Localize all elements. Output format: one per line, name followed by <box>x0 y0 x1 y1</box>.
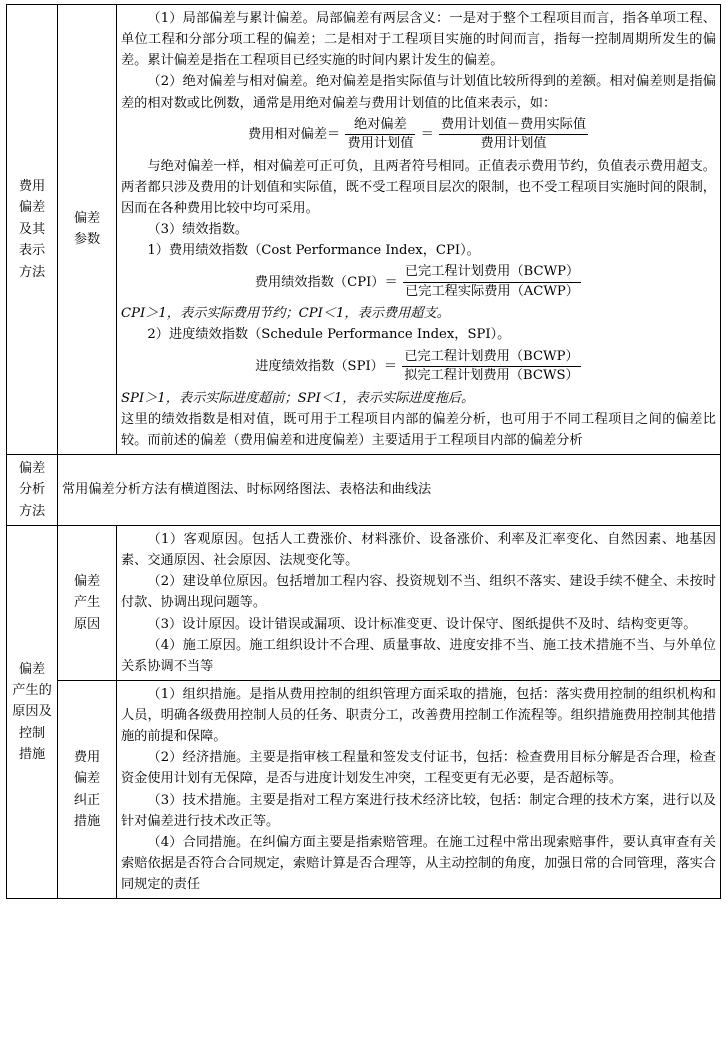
cell-deviation-causes-content <box>117 526 721 681</box>
paragraph: （3）设计原因。设计错误或漏项、设计标准变更、设计保守、图纸提供不及时、结构变更等。 <box>147 616 697 632</box>
row-label-cost-deviation: 费用 偏差 及其 表示 方法 <box>7 5 58 455</box>
cell-deviation-analysis-method-content <box>58 454 721 525</box>
paragraph: 常用偏差分析方法有横道图法、时标网络图法、表格法和曲线法 <box>62 482 432 498</box>
paragraph: （4）合同措施。在纠偏方面主要是指索赔管理。在施工过程中常出现索赔事件，要认真审查有关索赔依据是否符合合同规定，索赔计算是否合理等，从主动控制的角度，加强日常的合同管理，落实合同规定的责任 <box>121 834 716 892</box>
paragraph: （1）客观原因。包括人工费涨价、材料涨价、设备涨价、利率及汇率变化、自然因素、地基因素、交通原因、社会原因、法规变化等。 <box>121 532 716 569</box>
paragraph: （3）技术措施。主要是指对工程方案进行技术经济比较，包括：制定合理的技术方案，进行以及针对偏差进行技术改正等。 <box>121 792 716 829</box>
paragraph-spi-note: SPI＞1，表示实际进度超前；SPI＜1，表示实际进度拖后。 <box>121 390 475 406</box>
paragraph: （2）建设单位原因。包括增加工程内容、投资规划不当、组织不落实、建设手续不健全、未按时付款、协调出现问题等。 <box>121 574 716 611</box>
paragraph: （1）局部偏差与累计偏差。局部偏差有两层含义：一是对于整个工程项目而言，指各单项工程、单位工程和分部分项工程的偏差；二是相对于工程项目实施的时间而言，指每一控制周期所发生的偏差。累计偏差是指在工程项目已经实施的时间内累计发生的偏差。 <box>121 11 716 69</box>
fraction: $\frac{\text{已完工程计划费用（BCWP）}}{\text{已完工程实际费用（ACWP）}}$ <box>404 264 580 299</box>
table-row <box>7 454 721 525</box>
table-row <box>7 5 721 455</box>
sub-label-deviation-causes: 偏差 产生 原因 <box>58 526 117 681</box>
paragraph: 2）进度绩效指数（Schedule Performance Index，SPI）。 <box>147 327 511 343</box>
paragraph: 与绝对偏差一样，相对偏差可正可负，且两者符号相同。正值表示费用节约，负值表示费用超支。两者都只涉及费用的计划值和实际值，既不受工程项目层次的限制，也不受工程项目实施时间的限制，因而在各种费用比较中均可采用。 <box>121 158 716 216</box>
paragraph: （3）绩效指数。 <box>147 222 249 237</box>
fraction: $\frac{\text{绝对偏差}}{\text{费用计划值}}$ <box>347 116 414 152</box>
fraction: $\frac{\text{费用计划值－费用实际值}}{\text{费用计划值}}$ <box>440 116 587 152</box>
deviation-analysis-table <box>6 4 721 899</box>
paragraph: （4）施工原因。施工组织设计不合理、质量事故、进度安排不当、施工技术措施不当、与外单位关系协调不当等 <box>121 637 716 674</box>
cell-corrective-measures-content <box>117 680 721 898</box>
formula-cpi: 费用绩效指数（CPI）＝ $\frac{\text{已完工程计划费用（BCWP）}}{\text{已完工程实际费用（ACWP）}}$ <box>254 264 580 299</box>
paragraph: （2）绝对偏差与相对偏差。绝对偏差是指实际值与计划值比较所得到的差额。相对偏差则是指偏差的相对数或比例数，通常是用绝对偏差与费用计划值的比值来表示，如： <box>121 74 716 111</box>
table-row <box>7 526 721 681</box>
formula-spi: 进度绩效指数（SPI）＝ $\frac{\text{已完工程计划费用（BCWP）}}{\text{拟完工程计划费用（BCWS）}}$ <box>255 348 579 383</box>
table-row <box>7 680 721 898</box>
formula-relative-cost-deviation: 费用相对偏差＝ $\frac{\text{绝对偏差}}{\text{费用计划值}}$ ＝ $\frac{\text{费用计划值－费用实际值}}{\text{费用计划值}}$ <box>247 116 587 152</box>
sub-label-corrective-measures: 费用 偏差 纠正 措施 <box>58 680 117 898</box>
fraction: $\frac{\text{已完工程计划费用（BCWP）}}{\text{拟完工程计划费用（BCWS）}}$ <box>404 348 579 383</box>
paragraph: 这里的绩效指数是相对值，既可用于工程项目内部的偏差分析，也可用于不同工程项目之间的偏差比较。而前述的偏差（费用偏差和进度偏差）主要适用于工程项目内部的偏差分析 <box>121 411 716 448</box>
paragraph: （2）经济措施。主要是指审核工程量和签发支付证书，包括：检查费用目标分解是否合理，检查资金使用计划有无保障，是否与进度计划发生冲突，工程变更有无必要，是否超标等。 <box>121 750 716 787</box>
sub-label-deviation-parameters: 偏差 参数 <box>58 5 117 455</box>
cell-deviation-parameters-content <box>117 5 721 455</box>
paragraph-cpi-note: CPI＞1，表示实际费用节约；CPI＜1，表示费用超支。 <box>121 306 450 322</box>
paragraph: （1）组织措施。是指从费用控制的组织管理方面采取的措施，包括：落实费用控制的组织机构和人员，明确各级费用控制人员的任务、职责分工，改善费用控制工作流程等。组织措施费用控制其他措施的前提和保障。 <box>121 686 716 745</box>
row-label-deviation-analysis-method: 偏差 分析 方法 <box>7 454 58 525</box>
paragraph: 1）费用绩效指数（Cost Performance Index，CPI）。 <box>147 243 480 259</box>
row-label-causes-and-controls: 偏差 产生的 原因及 控制 措施 <box>7 526 58 899</box>
